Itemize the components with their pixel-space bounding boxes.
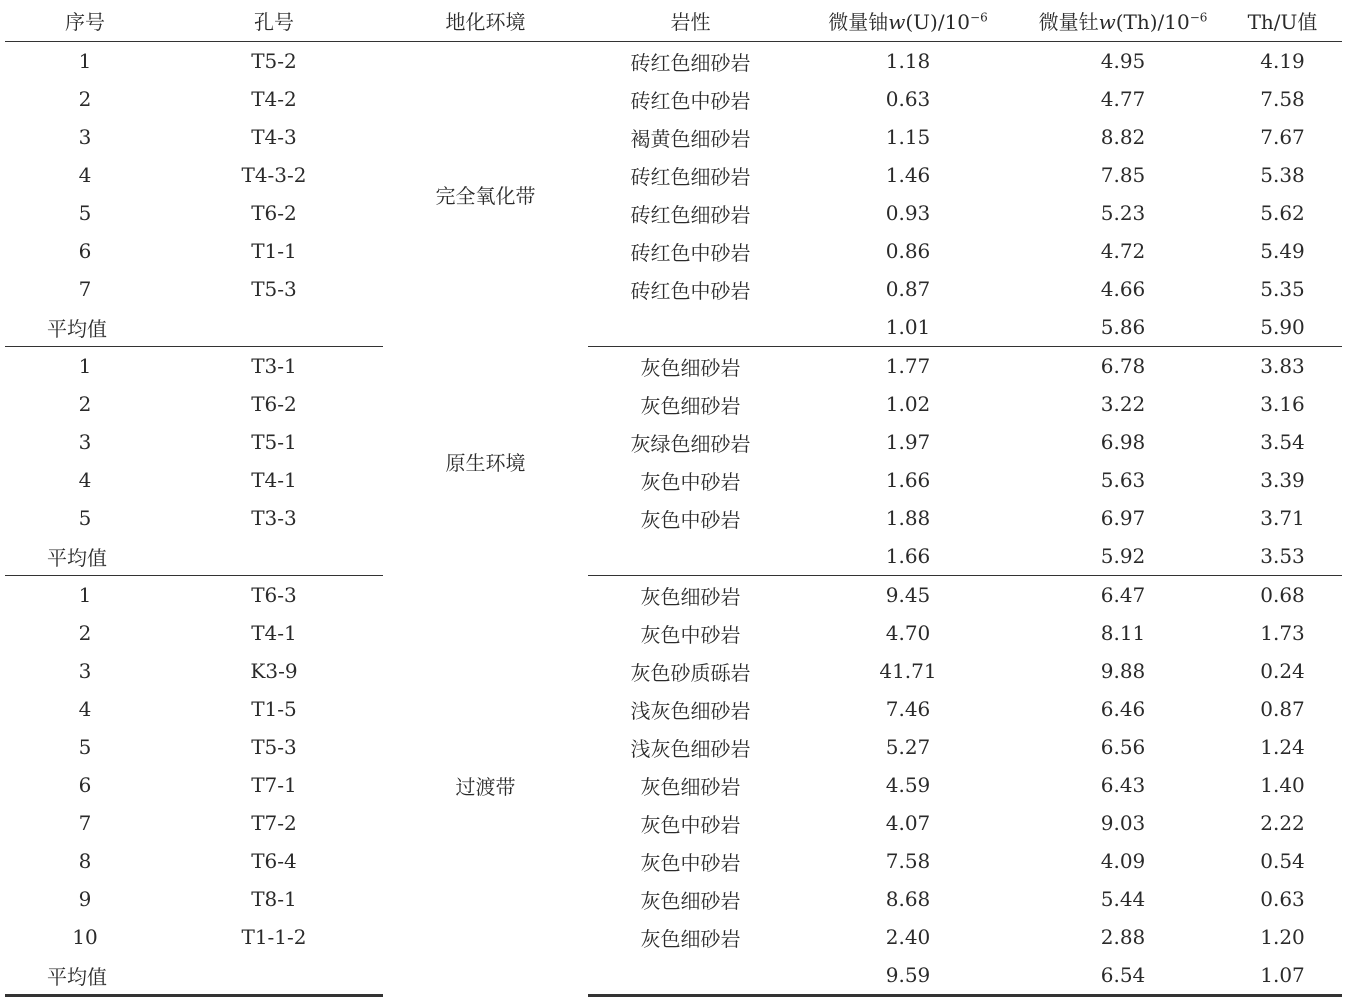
cell-hole: T4-2 — [251, 87, 297, 111]
average-uranium: 1.66 — [793, 537, 1023, 576]
cell-thorium: 5.63 — [1100, 468, 1146, 492]
cell-thorium: 4.72 — [1100, 239, 1146, 263]
cell-environment: 完全氧化带 — [435, 183, 536, 208]
cell-hole: T6-3 — [251, 583, 297, 607]
cell-thorium: 8.11 — [1100, 621, 1146, 645]
header-thorium-prefix: 微量钍 — [1038, 10, 1099, 34]
cell-index: 3 — [78, 430, 92, 454]
header-uranium — [793, 0, 1023, 42]
cell-uranium: 1.88 — [885, 506, 931, 530]
cell-lithology: 褐黄色细砂岩 — [630, 126, 751, 151]
cell-index: 3 — [78, 659, 92, 683]
cell-uranium: 1.18 — [885, 49, 931, 73]
cell-thorium: 6.46 — [1100, 697, 1146, 721]
cell-uranium: 7.46 — [885, 697, 931, 721]
cell-ratio: 5.38 — [1260, 163, 1305, 187]
cell-lithology: 砖红色中砂岩 — [630, 240, 751, 265]
table-row — [5, 728, 1342, 766]
cell-lithology: 灰色细砂岩 — [640, 355, 741, 380]
cell-hole: T8-1 — [251, 887, 297, 911]
cell-uranium: 0.87 — [885, 277, 931, 301]
table-row — [5, 766, 1342, 804]
cell-hole: T1-1 — [251, 239, 297, 263]
cell-hole: T7-1 — [251, 773, 297, 797]
cell-lithology: 灰色细砂岩 — [640, 926, 741, 951]
cell-thorium: 5.44 — [1100, 887, 1146, 911]
cell-ratio: 1.20 — [1260, 925, 1305, 949]
cell-thorium: 8.82 — [1100, 125, 1146, 149]
cell-hole: T6-2 — [251, 392, 297, 416]
cell-uranium: 0.63 — [885, 87, 931, 111]
cell-uranium: 5.27 — [885, 735, 931, 759]
cell-ratio: 4.19 — [1260, 49, 1305, 73]
cell-hole: T1-1-2 — [241, 925, 307, 949]
table-row — [5, 42, 1342, 81]
table-row — [5, 690, 1342, 728]
cell-thorium: 6.78 — [1100, 354, 1146, 378]
cell-ratio: 0.63 — [1260, 887, 1305, 911]
header-uranium-exponent: −6 — [970, 10, 988, 25]
cell-thorium: 5.23 — [1100, 201, 1146, 225]
cell-lithology: 砖红色中砂岩 — [630, 88, 751, 113]
cell-hole: T4-1 — [251, 468, 297, 492]
cell-hole: T4-3-2 — [241, 163, 307, 187]
cell-thorium: 6.47 — [1100, 583, 1146, 607]
cell-ratio: 0.68 — [1260, 583, 1305, 607]
cell-ratio: 3.16 — [1260, 392, 1305, 416]
table-row — [5, 461, 1342, 499]
cell-ratio: 1.24 — [1260, 735, 1305, 759]
cell-ratio: 0.24 — [1260, 659, 1305, 683]
header-environment: 地化环境 — [383, 0, 588, 42]
header-thorium-exponent: −6 — [1189, 10, 1208, 25]
table-row — [5, 499, 1342, 537]
cell-hole: T1-5 — [251, 697, 297, 721]
cell-index: 5 — [78, 735, 92, 759]
cell-thorium: 6.56 — [1100, 735, 1146, 759]
cell-uranium: 1.02 — [885, 392, 931, 416]
cell-ratio: 7.67 — [1260, 125, 1305, 149]
uranium-thorium-table — [5, 0, 1342, 997]
cell-uranium: 2.40 — [885, 925, 931, 949]
average-label: 平均值 — [5, 537, 383, 576]
cell-thorium: 9.88 — [1100, 659, 1146, 683]
cell-lithology: 砖红色中砂岩 — [630, 278, 751, 303]
cell-lithology: 砖红色细砂岩 — [630, 202, 751, 227]
cell-lithology: 灰色细砂岩 — [640, 774, 741, 799]
average-row — [5, 537, 1342, 576]
cell-lithology: 灰色砂质砾岩 — [630, 660, 751, 685]
cell-thorium: 7.85 — [1100, 163, 1146, 187]
cell-uranium: 1.46 — [885, 163, 931, 187]
average-row — [5, 956, 1342, 996]
table-row — [5, 804, 1342, 842]
cell-hole: T6-4 — [251, 849, 297, 873]
cell-index: 1 — [78, 49, 92, 73]
cell-lithology-empty — [588, 537, 793, 576]
header-row — [5, 0, 1342, 42]
table-row — [5, 347, 1342, 386]
average-uranium: 1.01 — [793, 308, 1023, 347]
cell-lithology: 灰色中砂岩 — [640, 812, 741, 837]
table-row — [5, 918, 1342, 956]
cell-lithology: 浅灰色细砂岩 — [630, 698, 751, 723]
table-row — [5, 156, 1342, 194]
cell-thorium: 3.22 — [1100, 392, 1146, 416]
cell-hole: T4-1 — [251, 621, 297, 645]
average-thorium: 5.86 — [1023, 308, 1223, 347]
cell-ratio: 5.62 — [1260, 201, 1305, 225]
cell-index: 1 — [78, 354, 92, 378]
table-row — [5, 194, 1342, 232]
cell-thorium: 4.77 — [1100, 87, 1146, 111]
cell-index: 2 — [78, 87, 92, 111]
cell-hole: T3-3 — [251, 506, 297, 530]
header-hole: 孔号 — [165, 0, 383, 42]
cell-uranium: 4.59 — [885, 773, 931, 797]
average-ratio: 5.90 — [1223, 308, 1342, 347]
cell-hole: K3-9 — [250, 659, 298, 683]
table-row — [5, 80, 1342, 118]
cell-index: 5 — [78, 506, 92, 530]
cell-index: 4 — [78, 697, 92, 721]
header-lithology: 岩性 — [588, 0, 793, 42]
cell-index: 8 — [78, 849, 92, 873]
cell-index: 6 — [78, 773, 92, 797]
cell-thorium: 4.66 — [1100, 277, 1146, 301]
cell-ratio: 7.58 — [1260, 87, 1305, 111]
cell-lithology: 灰色中砂岩 — [640, 469, 741, 494]
cell-lithology: 浅灰色细砂岩 — [630, 736, 751, 761]
cell-ratio: 0.54 — [1260, 849, 1305, 873]
header-thorium-var: w — [1098, 10, 1116, 34]
cell-uranium: 8.68 — [885, 887, 931, 911]
cell-uranium: 0.86 — [885, 239, 931, 263]
cell-ratio: 3.39 — [1260, 468, 1305, 492]
cell-ratio: 1.73 — [1260, 621, 1305, 645]
table-row — [5, 423, 1342, 461]
cell-hole: T5-1 — [251, 430, 297, 454]
table-row — [5, 270, 1342, 308]
table-row — [5, 576, 1342, 615]
cell-hole: T5-2 — [251, 49, 297, 73]
table-row — [5, 118, 1342, 156]
cell-lithology: 灰色中砂岩 — [640, 507, 741, 532]
header-thorium-unit: (Th)/10 — [1115, 10, 1190, 34]
average-uranium: 9.59 — [793, 956, 1023, 996]
cell-index: 9 — [78, 887, 92, 911]
header-uranium-prefix: 微量铀 — [828, 10, 889, 34]
cell-index: 2 — [78, 392, 92, 416]
cell-index: 4 — [78, 163, 92, 187]
average-label: 平均值 — [5, 956, 383, 996]
cell-environment: 原生环境 — [445, 450, 526, 475]
cell-index: 7 — [78, 811, 92, 835]
header-uranium-unit: (U)/10 — [905, 10, 971, 34]
cell-lithology: 灰色细砂岩 — [640, 888, 741, 913]
cell-index: 4 — [78, 468, 92, 492]
cell-uranium: 4.07 — [885, 811, 931, 835]
cell-uranium: 41.71 — [879, 659, 937, 683]
cell-hole: T6-2 — [251, 201, 297, 225]
cell-thorium: 4.95 — [1100, 49, 1146, 73]
cell-thorium: 6.97 — [1100, 506, 1146, 530]
average-thorium: 6.54 — [1023, 956, 1223, 996]
table-row — [5, 842, 1342, 880]
cell-ratio: 1.40 — [1260, 773, 1305, 797]
average-ratio: 3.53 — [1223, 537, 1342, 576]
table-row — [5, 385, 1342, 423]
table-row — [5, 614, 1342, 652]
cell-ratio: 3.83 — [1260, 354, 1305, 378]
cell-uranium: 4.70 — [885, 621, 931, 645]
table-header — [5, 0, 1342, 42]
cell-index: 10 — [72, 925, 98, 949]
header-uranium-var: w — [888, 10, 906, 34]
cell-index: 6 — [78, 239, 92, 263]
cell-lithology-empty — [588, 956, 793, 996]
cell-hole: T7-2 — [251, 811, 297, 835]
header-index: 序号 — [5, 0, 165, 42]
cell-thorium: 6.98 — [1100, 430, 1146, 454]
header-ratio: Th/U值 — [1223, 0, 1342, 42]
average-thorium: 5.92 — [1023, 537, 1223, 576]
cell-lithology: 砖红色细砂岩 — [630, 164, 751, 189]
table-group — [5, 576, 1342, 996]
cell-lithology: 灰色细砂岩 — [640, 393, 741, 418]
cell-hole: T4-3 — [251, 125, 297, 149]
average-ratio: 1.07 — [1223, 956, 1342, 996]
cell-ratio: 0.87 — [1260, 697, 1305, 721]
cell-lithology: 灰绿色细砂岩 — [630, 431, 751, 456]
cell-ratio: 3.71 — [1260, 506, 1305, 530]
cell-ratio: 2.22 — [1260, 811, 1305, 835]
cell-thorium: 6.43 — [1100, 773, 1146, 797]
average-label: 平均值 — [5, 308, 383, 347]
cell-uranium: 1.15 — [885, 125, 931, 149]
cell-index: 3 — [78, 125, 92, 149]
table-group — [5, 347, 1342, 576]
cell-lithology: 灰色中砂岩 — [640, 850, 741, 875]
cell-hole: T5-3 — [251, 735, 297, 759]
cell-lithology: 灰色中砂岩 — [640, 622, 741, 647]
cell-index: 5 — [78, 201, 92, 225]
cell-thorium: 9.03 — [1100, 811, 1146, 835]
table-row — [5, 652, 1342, 690]
cell-uranium: 1.66 — [885, 468, 931, 492]
cell-ratio: 3.54 — [1260, 430, 1305, 454]
table-group — [5, 42, 1342, 347]
cell-index: 1 — [78, 583, 92, 607]
table-row — [5, 880, 1342, 918]
cell-uranium: 7.58 — [885, 849, 931, 873]
header-thorium — [1023, 0, 1223, 42]
cell-uranium: 9.45 — [885, 583, 931, 607]
cell-lithology-empty — [588, 308, 793, 347]
cell-index: 7 — [78, 277, 92, 301]
cell-thorium: 2.88 — [1100, 925, 1146, 949]
cell-uranium: 1.77 — [885, 354, 931, 378]
cell-lithology: 砖红色细砂岩 — [630, 50, 751, 75]
average-row — [5, 308, 1342, 347]
cell-index: 2 — [78, 621, 92, 645]
cell-lithology: 灰色细砂岩 — [640, 584, 741, 609]
cell-hole: T5-3 — [251, 277, 297, 301]
cell-hole: T3-1 — [251, 354, 297, 378]
cell-ratio: 5.35 — [1260, 277, 1305, 301]
cell-ratio: 5.49 — [1260, 239, 1305, 263]
cell-thorium: 4.09 — [1100, 849, 1146, 873]
table-row — [5, 232, 1342, 270]
cell-environment: 过渡带 — [455, 775, 516, 799]
cell-uranium: 1.97 — [885, 430, 931, 454]
cell-uranium: 0.93 — [885, 201, 931, 225]
